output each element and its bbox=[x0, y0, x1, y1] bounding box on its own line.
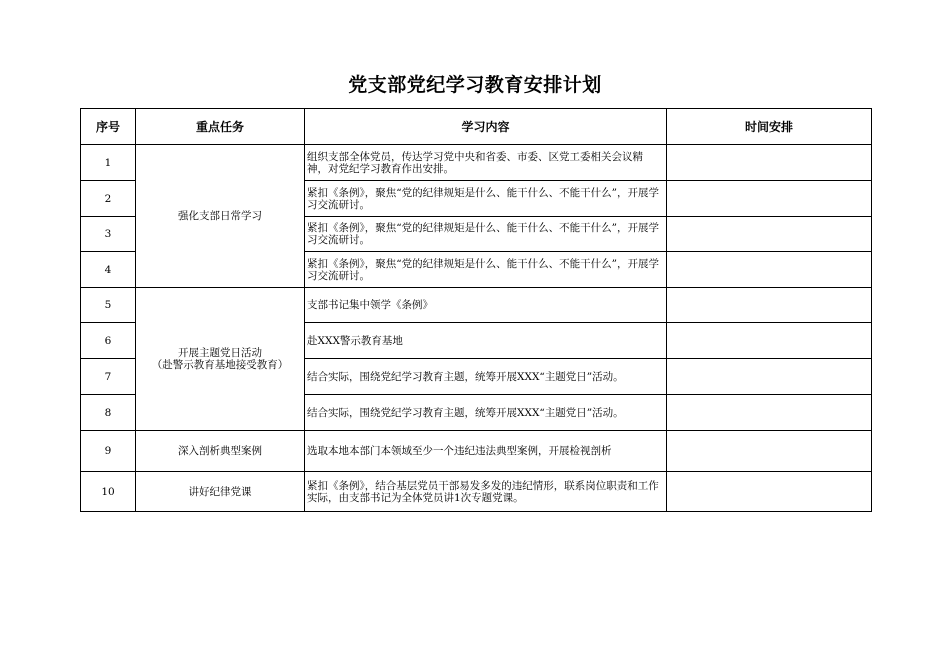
task-cell bbox=[136, 431, 305, 472]
row-content: 组织支部全体党员，传达学习党中央和省委、市委、区党工委相关会议精神，对党纪学习教育作出安排。 bbox=[305, 145, 667, 181]
row-content: 结合实际，围绕党纪学习教育主题，统筹开展XXX“主题党日”活动。 bbox=[305, 395, 667, 431]
task-cell bbox=[136, 472, 305, 512]
row-seq: 3 bbox=[81, 217, 136, 252]
row-content: 赴XXX警示教育基地 bbox=[305, 323, 667, 359]
row-time[interactable] bbox=[667, 431, 872, 472]
row-seq: 5 bbox=[81, 288, 136, 323]
table-row bbox=[81, 288, 872, 323]
row-content: 选取本地本部门本领域至少一个违纪违法典型案例，开展检视剖析 bbox=[305, 431, 667, 472]
task-cell bbox=[136, 288, 305, 431]
row-content: 紧扣《条例》，聚焦“党的纪律规矩是什么、能干什么、不能干什么”，开展学习交流研讨。 bbox=[305, 217, 667, 252]
row-time[interactable] bbox=[667, 181, 872, 217]
row-time[interactable] bbox=[667, 145, 872, 181]
row-seq: 2 bbox=[81, 181, 136, 217]
row-content: 紧扣《条例》，聚焦“党的纪律规矩是什么、能干什么、不能干什么”，开展学习交流研讨。 bbox=[305, 252, 667, 288]
row-time[interactable] bbox=[667, 288, 872, 323]
row-seq: 9 bbox=[81, 431, 136, 472]
row-seq: 10 bbox=[81, 472, 136, 512]
row-time[interactable] bbox=[667, 217, 872, 252]
header-time: 时间安排 bbox=[667, 109, 872, 145]
task-label: 讲好纪律党课 bbox=[188, 485, 252, 498]
header-seq: 序号 bbox=[81, 109, 136, 145]
row-content: 紧扣《条例》，聚焦“党的纪律规矩是什么、能干什么、不能干什么”，开展学习交流研讨。 bbox=[305, 181, 667, 217]
table-row bbox=[81, 472, 872, 512]
row-time[interactable] bbox=[667, 472, 872, 512]
header-content: 学习内容 bbox=[305, 109, 667, 145]
row-time[interactable] bbox=[667, 359, 872, 395]
row-content: 紧扣《条例》，结合基层党员干部易发多发的违纪情形，联系岗位职责和工作实际，由支部书记为全体党员讲1次专题党课。 bbox=[305, 472, 667, 512]
row-seq: 1 bbox=[81, 145, 136, 181]
row-seq: 7 bbox=[81, 359, 136, 395]
plan-table bbox=[80, 108, 872, 512]
task-label: 开展主题党日活动 bbox=[178, 347, 262, 359]
header-task: 重点任务 bbox=[136, 109, 305, 145]
row-content: 支部书记集中领学《条例》 bbox=[305, 288, 667, 323]
row-seq: 4 bbox=[81, 252, 136, 288]
task-cell bbox=[136, 145, 305, 288]
task-label-sub: （赴警示教育基地接受教育） bbox=[151, 359, 289, 371]
row-content: 结合实际，围绕党纪学习教育主题，统筹开展XXX“主题党日”活动。 bbox=[305, 359, 667, 395]
row-seq: 6 bbox=[81, 323, 136, 359]
table-row bbox=[81, 431, 872, 472]
row-seq: 8 bbox=[81, 395, 136, 431]
row-time[interactable] bbox=[667, 323, 872, 359]
page-title: 党支部党纪学习教育安排计划 bbox=[348, 74, 602, 96]
table-row bbox=[81, 145, 872, 181]
task-label: 强化支部日常学习 bbox=[178, 210, 262, 222]
row-time[interactable] bbox=[667, 395, 872, 431]
header-row bbox=[81, 109, 872, 145]
task-label: 深入剖析典型案例 bbox=[178, 445, 262, 457]
row-time[interactable] bbox=[667, 252, 872, 288]
